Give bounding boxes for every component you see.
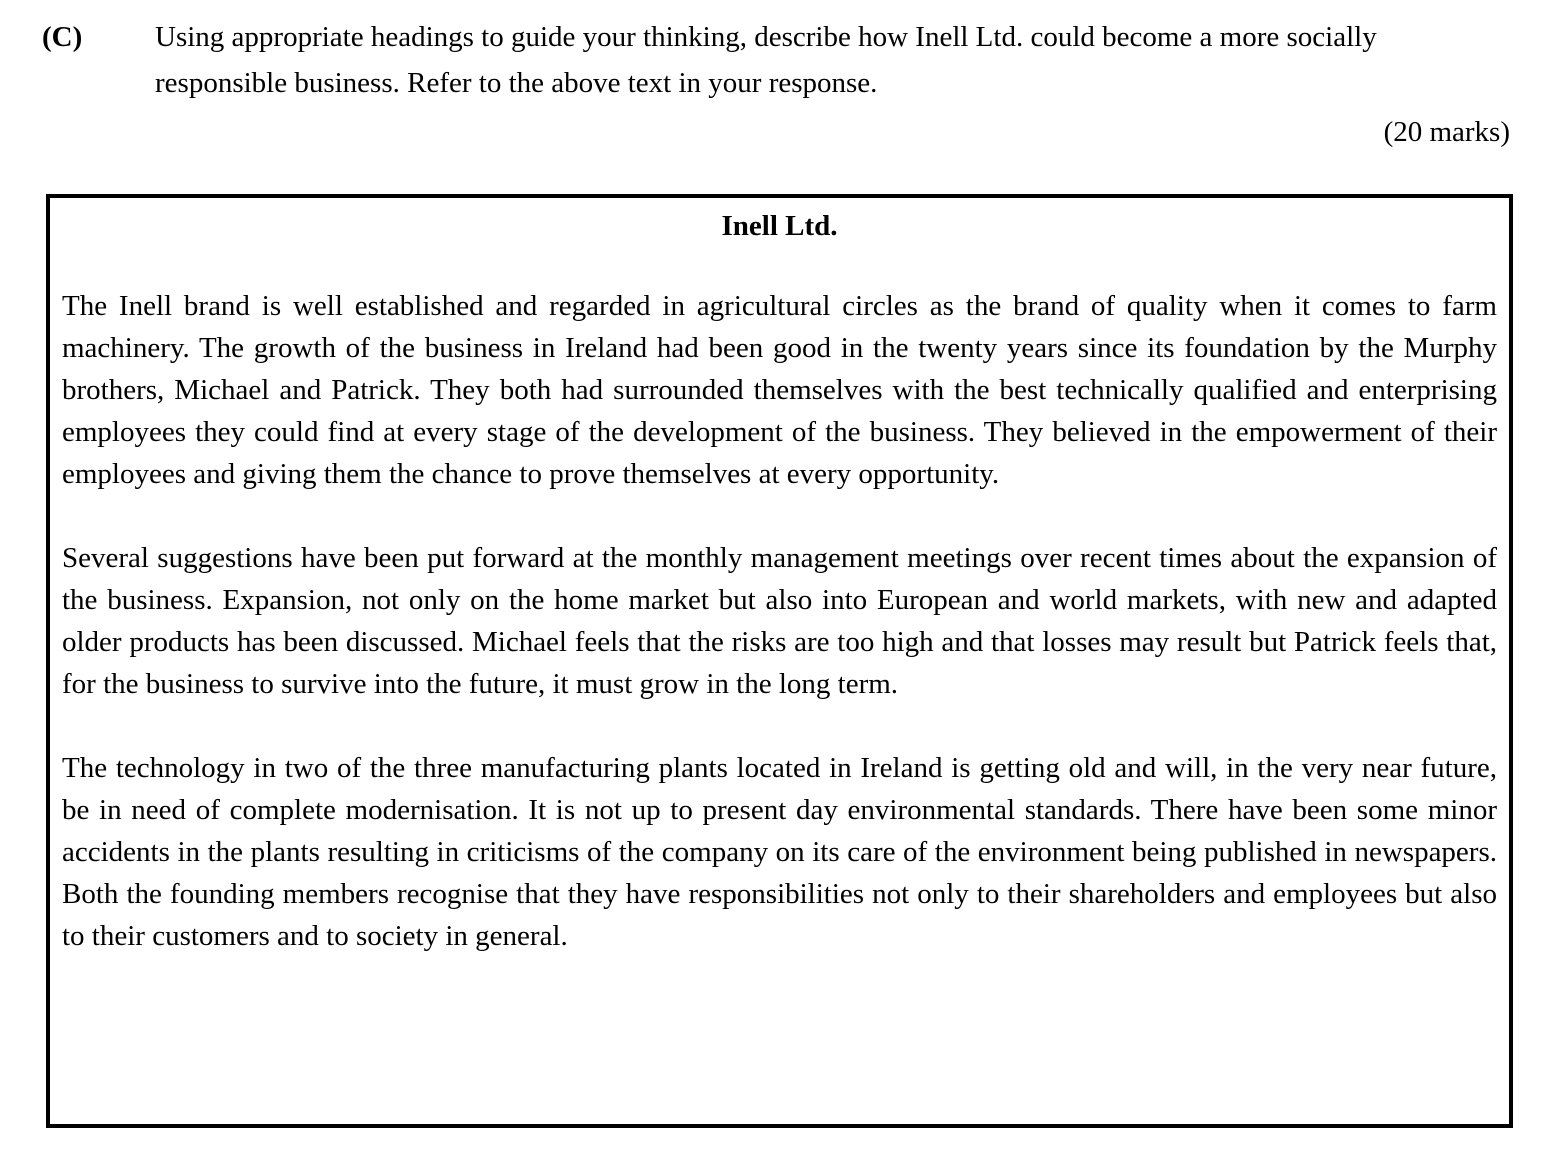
question-label: (C) xyxy=(42,21,83,53)
case-study-paragraph-3: The technology in two of the three manufacturing plants located in Ireland is getting old and will, in the very near future, be in need of complete modernisation. It is not up to present day environmental standards. There have been some minor accidents in the plants resulting in criticisms of the company on its care of the environment being published in newspapers. Both the founding members recognise that they have responsibilities not only to their shareholders and employees but also to their customers and to society in general. xyxy=(62,752,1497,952)
case-study-paragraph-2: Several suggestions have been put forward at the monthly management meetings over recent times about the expansion of the business. Expansion, not only on the home market but also into European and world markets, with new and adapted older products has been discussed. Michael feels that the risks are too high and that losses may result but Patrick feels that, for the business to survive into the future, it must grow in the long term. xyxy=(62,542,1497,700)
marks-allocation: (20 marks) xyxy=(1383,116,1510,148)
question-text: Using appropriate headings to guide your thinking, describe how Inell Ltd. could become a more socially responsible business. Refer to the above text in your response. xyxy=(155,21,1377,99)
case-study-title: Inell Ltd. xyxy=(721,210,838,242)
case-study-box xyxy=(46,194,1513,1128)
case-study-paragraph-1: The Inell brand is well established and regarded in agricultural circles as the brand of quality when it comes to farm machinery. The growth of the business in Ireland had been good in the twenty years since its foundation by the Murphy brothers, Michael and Patrick. They both had surrounded themselves with the best technically qualified and enterprising employees they could find at every stage of the development of the business. They believed in the empowerment of their employees and giving them the chance to prove themselves at every opportunity. xyxy=(62,290,1497,490)
question-row xyxy=(42,14,1510,106)
